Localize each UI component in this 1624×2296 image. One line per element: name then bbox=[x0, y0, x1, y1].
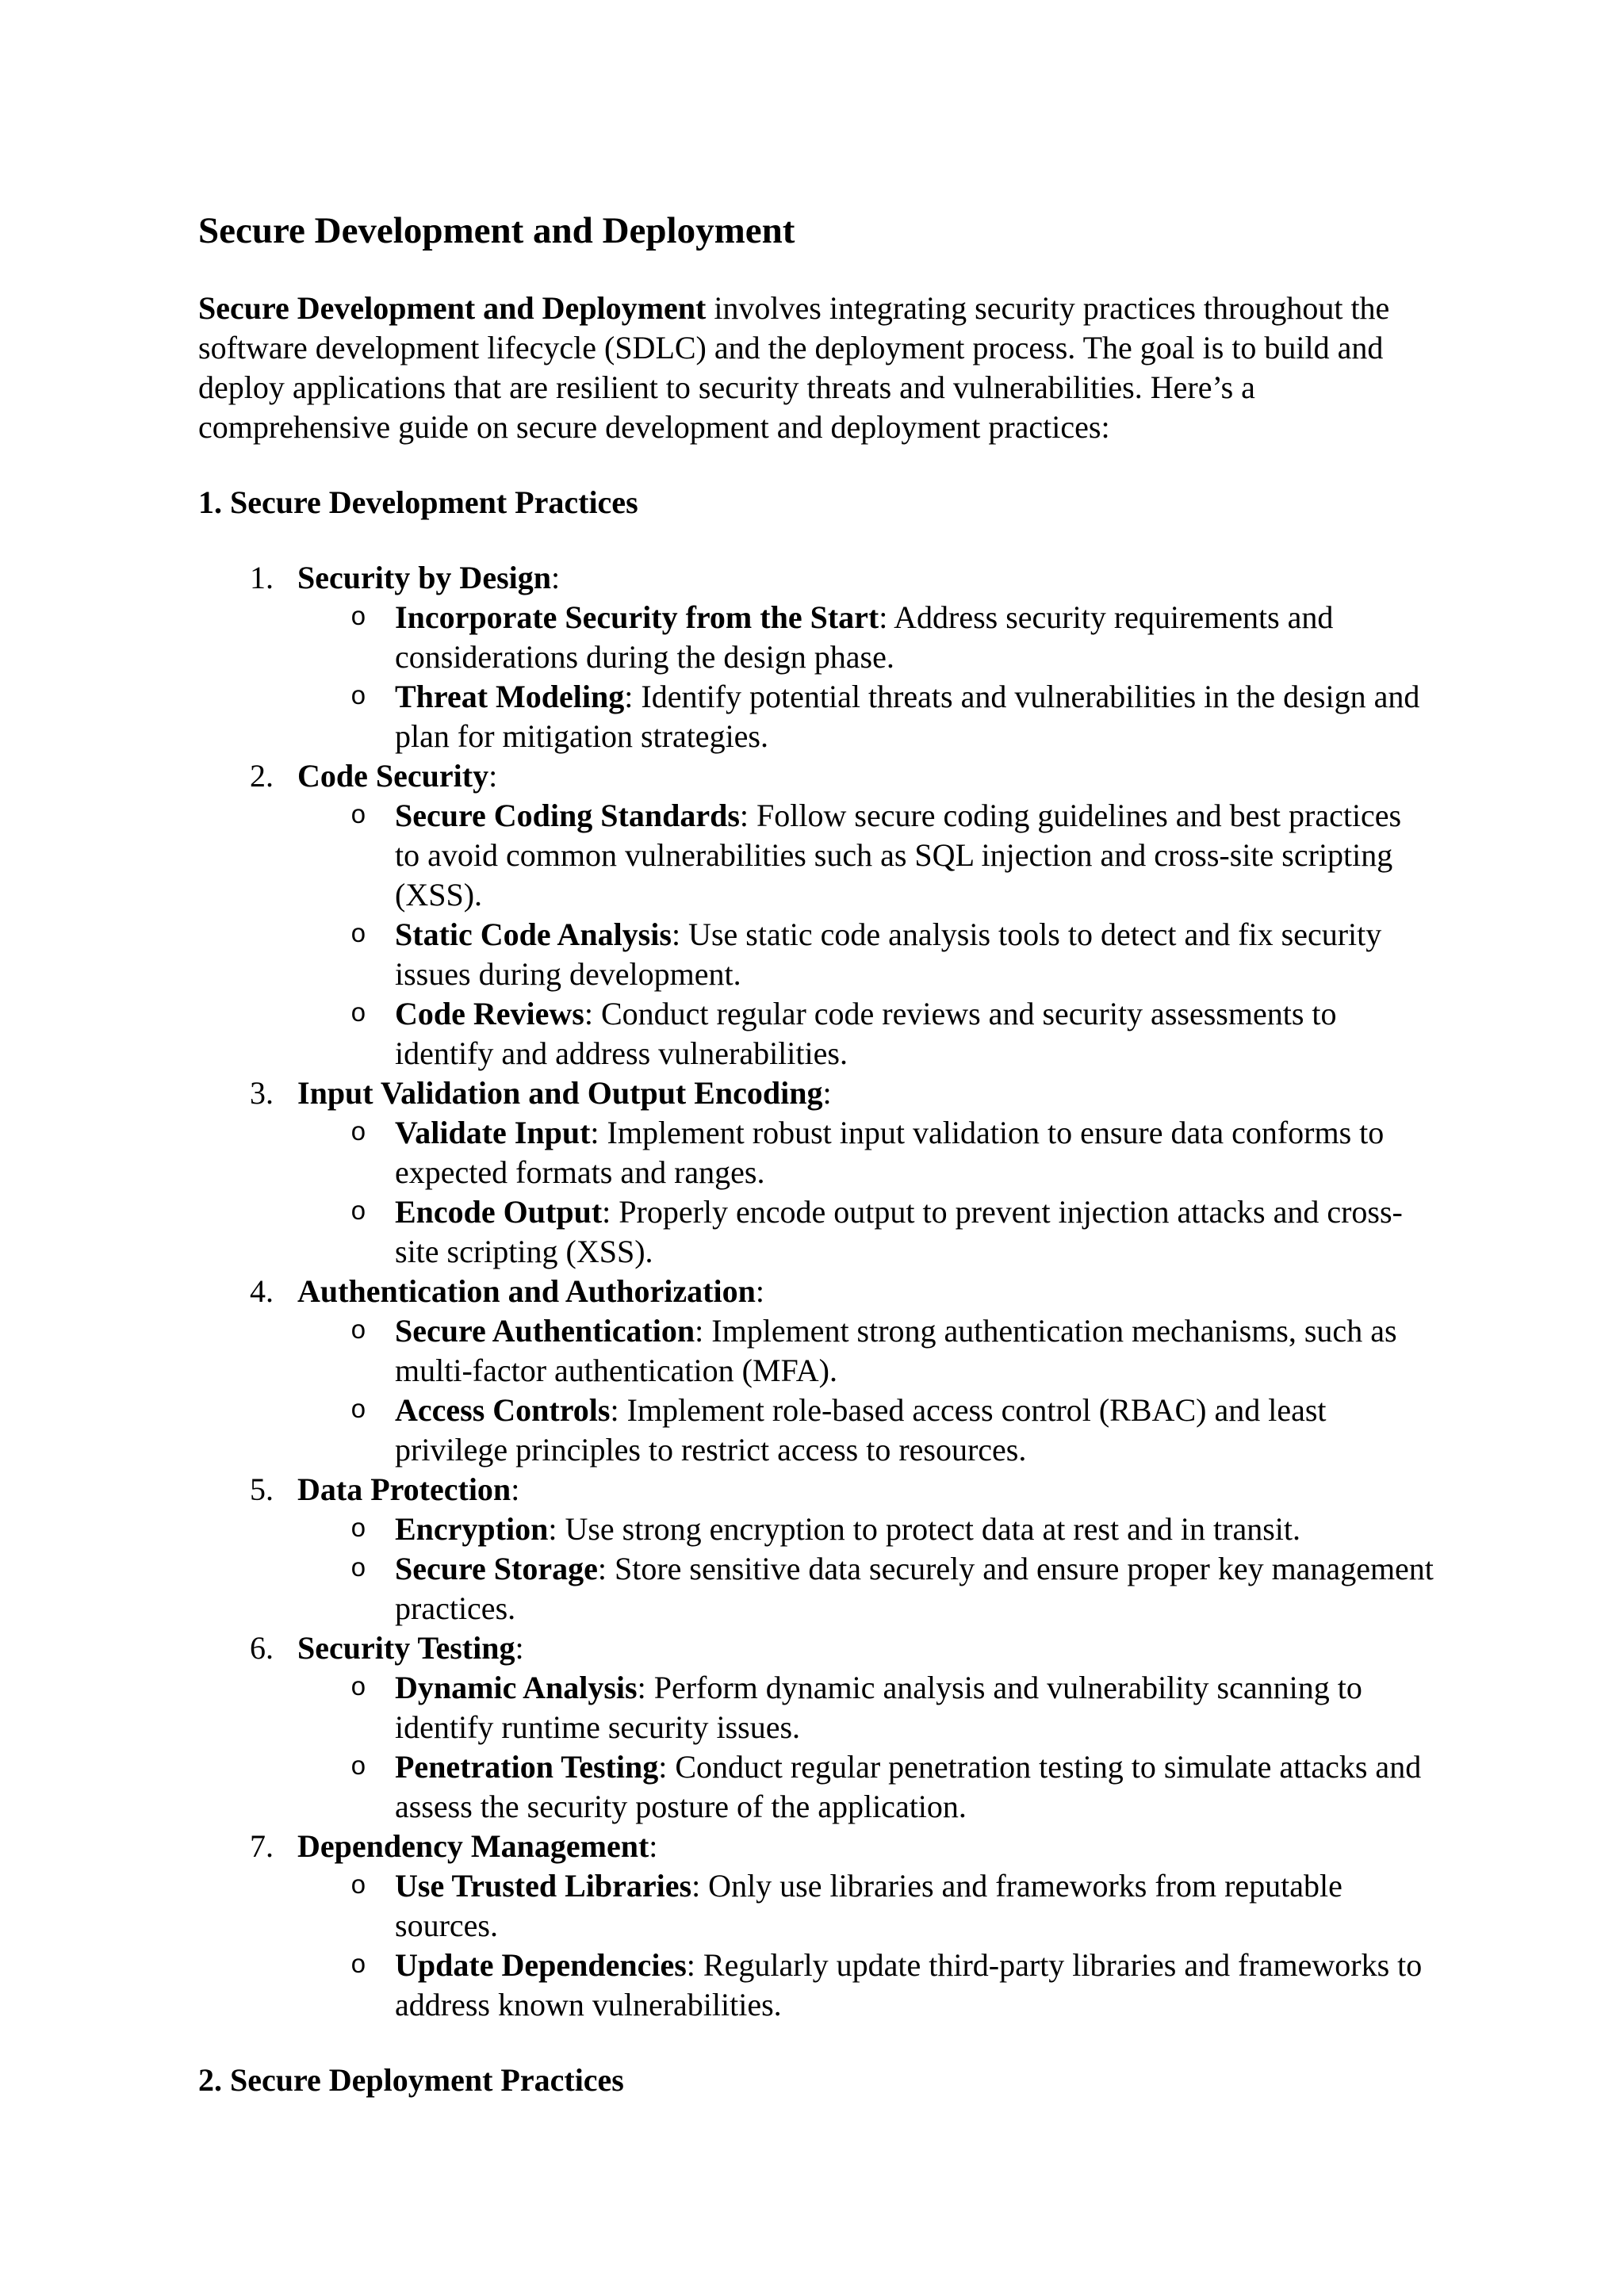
subitem-desc: : Implement role-based access control (RBAC) and least privilege principles to restrict access to resources. bbox=[395, 1392, 1327, 1468]
page-title: Secure Development and Deployment bbox=[198, 210, 795, 251]
list-subitem bbox=[198, 1549, 1434, 1628]
list-item bbox=[198, 1628, 1434, 1668]
bullet-marker: o bbox=[350, 802, 366, 831]
list-subitem bbox=[198, 1747, 1434, 1827]
list-item-title: Authentication and Authorization: bbox=[297, 1273, 764, 1309]
list-item-title: Security Testing: bbox=[297, 1630, 524, 1666]
bullet-marker: o bbox=[350, 1000, 366, 1029]
subitem-term: Code Reviews bbox=[395, 996, 584, 1031]
subitem-desc: : Implement robust input validation to ensure data conforms to expected formats and ranges. bbox=[395, 1115, 1385, 1190]
list-item-title: Data Protection: bbox=[297, 1471, 520, 1507]
list-item bbox=[198, 1827, 1434, 1866]
subitem-text bbox=[395, 1194, 1403, 1269]
list-subitem bbox=[198, 1391, 1434, 1470]
subitem-term: Dynamic Analysis bbox=[395, 1670, 638, 1705]
intro-body-text: involves integrating security practices throughout the software development lifecycle (SDLC) and the deployment process. The goal is to build and deploy applications that are resilient to security threats and vulnerabilities. Here’s a comprehensive guide on secure development and deployment practices: bbox=[198, 290, 1390, 445]
subitem-text bbox=[395, 1868, 1342, 1943]
list-subitem bbox=[198, 1668, 1434, 1747]
list-item bbox=[198, 756, 1434, 796]
subitem-text bbox=[395, 1749, 1421, 1824]
bullet-marker: o bbox=[350, 1515, 366, 1544]
list-subitem bbox=[198, 1510, 1434, 1549]
bullet-marker: o bbox=[350, 1674, 366, 1703]
section-heading: 1. Secure Development Practices bbox=[198, 484, 638, 520]
numbered-list bbox=[198, 558, 1434, 2025]
subitem-desc: : Follow secure coding guidelines and best practices to avoid common vulnerabilities such as SQL injection and cross-site scripting (XSS). bbox=[395, 798, 1402, 913]
list-item-number: 4. bbox=[250, 1273, 274, 1309]
list-item-number: 7. bbox=[250, 1828, 274, 1864]
list-item-number: 1. bbox=[250, 560, 274, 595]
subitem-term: Static Code Analysis bbox=[395, 916, 672, 952]
subitem-term: Use Trusted Libraries bbox=[395, 1868, 692, 1904]
subitem-text bbox=[395, 996, 1337, 1071]
subitem-desc: : Use strong encryption to protect data at rest and in transit. bbox=[548, 1511, 1300, 1547]
subitem-desc: : Only use libraries and frameworks from reputable sources. bbox=[395, 1868, 1342, 1943]
subitem-text bbox=[395, 599, 1333, 675]
subitem-term: Access Controls bbox=[395, 1392, 611, 1428]
list-item-title: Input Validation and Output Encoding: bbox=[297, 1075, 832, 1111]
list-subitem bbox=[198, 796, 1434, 915]
bullet-marker: o bbox=[350, 1951, 366, 1980]
bullet-marker: o bbox=[350, 1555, 366, 1584]
list-item-number: 3. bbox=[250, 1075, 274, 1111]
bullet-marker: o bbox=[350, 683, 366, 712]
list-item-title: Code Security: bbox=[297, 758, 498, 794]
subitem-text bbox=[395, 1115, 1384, 1190]
subitem-term: Encode Output bbox=[395, 1194, 603, 1230]
list-subitem bbox=[198, 994, 1434, 1073]
subitem-term: Threat Modeling bbox=[395, 679, 625, 714]
subitem-desc: : Use static code analysis tools to detect and fix security issues during development. bbox=[395, 916, 1382, 992]
bullet-marker: o bbox=[350, 1872, 366, 1901]
subitem-text bbox=[395, 1551, 1434, 1626]
bullet-marker: o bbox=[350, 1119, 366, 1148]
list-item bbox=[198, 1073, 1434, 1113]
list-item-title-bold: Security Testing bbox=[297, 1630, 515, 1666]
list-subitem bbox=[198, 1946, 1434, 2025]
subitem-desc: : Conduct regular penetration testing to simulate attacks and assess the security posture of the application. bbox=[395, 1749, 1422, 1824]
subitem-text bbox=[395, 1947, 1422, 2022]
subitem-desc: : Properly encode output to prevent injection attacks and cross-site scripting (XSS). bbox=[395, 1194, 1403, 1269]
list-item-title-bold: Security by Design bbox=[297, 560, 551, 595]
list-subitem bbox=[198, 1866, 1434, 1946]
list-item bbox=[198, 558, 1434, 598]
bullet-marker: o bbox=[350, 1396, 366, 1425]
sections-container bbox=[198, 483, 1434, 2100]
subitem-text bbox=[395, 1313, 1397, 1388]
subitem-term: Incorporate Security from the Start bbox=[395, 599, 879, 635]
subitem-term: Penetration Testing bbox=[395, 1749, 659, 1785]
list-item bbox=[198, 1470, 1434, 1510]
subitem-term: Secure Coding Standards bbox=[395, 798, 740, 833]
intro-bold-text: Secure Development and Deployment bbox=[198, 290, 707, 326]
list-subitem bbox=[198, 677, 1434, 756]
list-subitem bbox=[198, 1192, 1434, 1272]
bullet-marker: o bbox=[350, 1198, 366, 1227]
subitem-desc: : Conduct regular code reviews and security assessments to identify and address vulnerabilities. bbox=[395, 996, 1337, 1071]
subitem-term: Update Dependencies bbox=[395, 1947, 687, 1983]
subitem-desc: : Identify potential threats and vulnerabilities in the design and plan for mitigation strategies. bbox=[395, 679, 1420, 754]
list-item bbox=[198, 1272, 1434, 1311]
subitem-term: Secure Storage bbox=[395, 1551, 598, 1586]
list-subitem bbox=[198, 1311, 1434, 1391]
list-item-title-bold: Authentication and Authorization bbox=[297, 1273, 756, 1309]
subitem-desc: : Store sensitive data securely and ensure proper key management practices. bbox=[395, 1551, 1434, 1626]
bullet-marker: o bbox=[350, 920, 366, 950]
list-item-number: 2. bbox=[250, 758, 274, 794]
list-item-title: Security by Design: bbox=[297, 560, 561, 595]
subitem-desc: : Implement strong authentication mechanisms, such as multi-factor authentication (MFA). bbox=[395, 1313, 1397, 1388]
subitem-term: Secure Authentication bbox=[395, 1313, 695, 1349]
list-item-number: 6. bbox=[250, 1630, 274, 1666]
subitem-desc: : Regularly update third-party libraries and frameworks to address known vulnerabilities. bbox=[395, 1947, 1423, 2022]
subitem-desc: : Perform dynamic analysis and vulnerability scanning to identify runtime security issues. bbox=[395, 1670, 1362, 1745]
list-subitem bbox=[198, 1113, 1434, 1192]
subitem-text bbox=[395, 1511, 1300, 1547]
list-item-title: Dependency Management: bbox=[297, 1828, 658, 1864]
section-heading: 2. Secure Deployment Practices bbox=[198, 2062, 624, 2098]
subitem-term: Validate Input bbox=[395, 1115, 591, 1150]
list-item-title-bold: Dependency Management bbox=[297, 1828, 649, 1864]
bullet-marker: o bbox=[350, 603, 366, 633]
subitem-text bbox=[395, 1670, 1362, 1745]
subitem-text bbox=[395, 798, 1401, 913]
subitem-desc: : Address security requirements and considerations during the design phase. bbox=[395, 599, 1334, 675]
bullet-marker: o bbox=[350, 1317, 366, 1346]
intro-paragraph bbox=[198, 289, 1434, 447]
list-item-number: 5. bbox=[250, 1471, 274, 1507]
list-item-title-bold: Code Security bbox=[297, 758, 489, 794]
bullet-marker: o bbox=[350, 1753, 366, 1782]
list-item-title-bold: Data Protection bbox=[297, 1471, 511, 1507]
list-item-title-bold: Input Validation and Output Encoding bbox=[297, 1075, 823, 1111]
list-subitem bbox=[198, 598, 1434, 677]
subitem-text bbox=[395, 679, 1419, 754]
subitem-term: Encryption bbox=[395, 1511, 549, 1547]
list-subitem bbox=[198, 915, 1434, 994]
subitem-text bbox=[395, 1392, 1327, 1468]
subitem-text bbox=[395, 916, 1381, 992]
